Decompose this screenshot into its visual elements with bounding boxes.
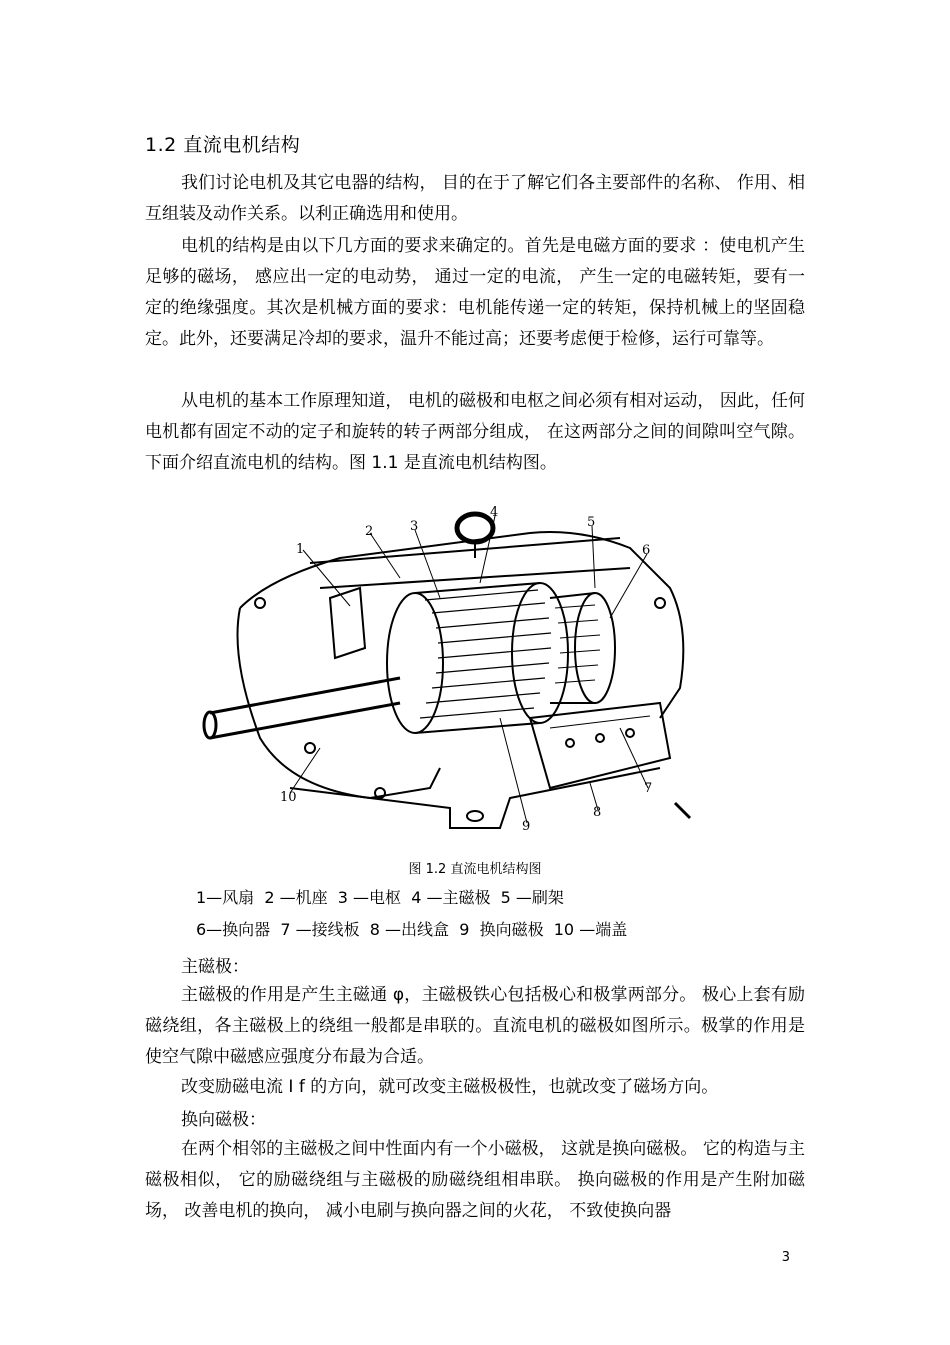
commutating-pole-paragraph: 在两个相邻的主磁极之间中性面内有一个小磁极， 这就是换向磁极。 它的构造与主磁极相似， 它的励磁绕组与主磁极的励磁绕组相串联。 换向磁极的作用是产生附加磁场， 改善电机的换向， 减小电刷与换向器之间的火花， 不致使换向器 xyxy=(145,1139,805,1221)
fig-label-2: 2 xyxy=(365,524,374,539)
fig-label-6: 6 xyxy=(642,543,651,558)
fig-label-8: 8 xyxy=(593,805,602,820)
fig-label-7: 7 xyxy=(644,781,653,796)
main-pole-title: 主磁极： xyxy=(181,957,249,977)
fig-label-10: 10 xyxy=(280,790,297,805)
frame-outline xyxy=(240,532,683,718)
paragraph-stator-rotor: 从电机的基本工作原理知道， 电机的磁极和电枢之间必须有相对运动， 因此，任何电机都有固定不动的定子和旋转的转子两部分组成， 在这两部分之间的间隙叫空气隙。下面介绍直流电机的结构。图 1.1 是直流电机结构图。 xyxy=(145,391,805,473)
figure-legend-line-1: 1—风扇 2 —机座 3 —电枢 4 —主磁极 5 —刷架 xyxy=(196,888,564,907)
main-pole-paragraph: 主磁极的作用是产生主磁通 φ，主磁极铁心包括极心和极掌两部分。 极心上套有励磁绕组，各主磁极上的绕组一般都是串联的。直流电机的磁极如图所示。极掌的作用是使空气隙中磁感应强度分布最为合适。 xyxy=(145,985,805,1067)
motor-structure-figure xyxy=(200,488,720,843)
figure-legend-line-2: 6—换向器 7 —接线板 8 —出线盒 9 换向磁极 10 —端盖 xyxy=(196,920,628,939)
fig-label-9: 9 xyxy=(522,819,531,834)
motor-drawing xyxy=(200,488,720,843)
paragraph-intro: 我们讨论电机及其它电器的结构， 目的在于了解它们各主要部件的名称、 作用、相互组装及动作关系。以利正确选用和使用。 xyxy=(145,173,805,224)
paragraph-requirements: 电机的结构是由以下几方面的要求来确定的。首先是电磁方面的要求 ：使电机产生足够的磁场， 感应出一定的电动势， 通过一定的电流， 产生一定的电磁转矩，要有一定的绝缘强度。其次是机械方面的要求：电机能传递一定的转矩，保持机械上的坚固稳定。此外，还要满足冷却的要求，温升不能过高；还要考虑便于检修，运行可靠等。 xyxy=(145,236,805,349)
fig-label-4: 4 xyxy=(490,505,499,520)
lifting-eye xyxy=(457,514,493,542)
fan xyxy=(330,588,365,658)
fig-label-3: 3 xyxy=(410,519,419,534)
commutating-pole-title: 换向磁极： xyxy=(181,1110,266,1130)
page-number: 3 xyxy=(781,1250,790,1265)
field-current-paragraph: 改变励磁电流 I f 的方向，就可改变主磁极极性，也就改变了磁场方向。 xyxy=(181,1077,719,1097)
figure-caption: 图 1.2 直流电机结构图 xyxy=(408,862,542,877)
section-heading: 1.2 直流电机结构 xyxy=(145,134,301,156)
fig-label-1: 1 xyxy=(296,542,305,557)
fig-label-5: 5 xyxy=(587,515,596,530)
